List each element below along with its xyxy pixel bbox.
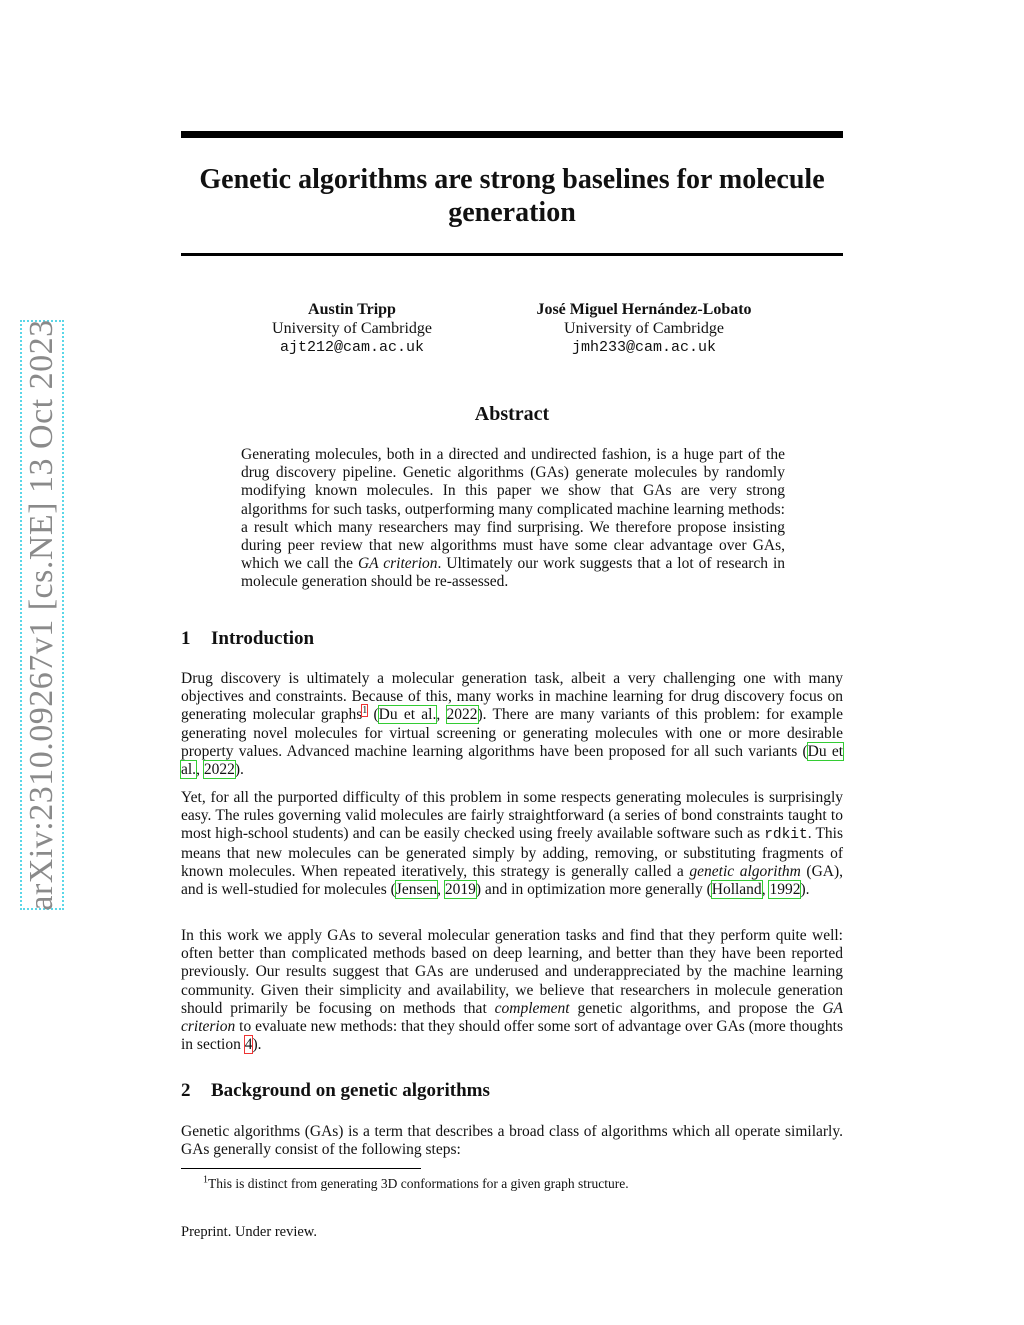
intro-paragraph-3: In this work we apply GAs to several molecular generation tasks and find that they perform quite well: often better than complicated methods based on deep learning, and better than they have been reported previously. Our results suggest that GAs are underused and underappreciated by the machine learning community. Given their simplicity and availability, we believe that researchers in molecule generation should primarily be focusing on methods that complement genetic algorithms, and propose the GA criterion to evaluate new methods: that they should offer some sort of advantage over GAs (more thoughts in section 4). <box>181 927 843 1054</box>
section-heading-introduction: 1 Introduction <box>181 628 315 649</box>
background-paragraph-1: Genetic algorithms (GAs) is a term that describes a broad class of algorithms which all operate similarly. GAs generally consist of the following steps: <box>181 1123 843 1159</box>
citation-year-link[interactable]: 2022 <box>203 761 235 779</box>
paper-title: Genetic algorithms are strong baselines for molecule generation <box>199 164 825 228</box>
author-block-1 <box>241 300 463 357</box>
citation-year-link[interactable]: 2022 <box>446 706 478 724</box>
intro-paragraph-1: Drug discovery is ultimately a molecular generation task, albeit a very challenging one with many objectives and constraints. Because of this, many works in machine learning for drug discovery focus on generating molecular graphs$^1$ (Du et al., 2022). There are many variants of this problem: for example generating novel molecules for virtual screening or generating molecules with one or more desirable property values. Advanced machine learning algorithms have been proposed for all such variants (Du et al., 2022). <box>181 670 843 779</box>
author-affiliation: University of Cambridge <box>272 320 432 337</box>
title-bottom-rule <box>181 253 843 256</box>
author-email: jmh233@cam.ac.uk <box>571 339 717 356</box>
author-email: ajt212@cam.ac.uk <box>279 339 425 356</box>
arxiv-identifier-stamp[interactable] <box>20 320 64 910</box>
citation-link[interactable]: Jensen <box>395 881 438 899</box>
section-reference-link[interactable]: 4 <box>244 1036 253 1054</box>
abstract-text: Generating molecules, both in a directed and undirected fashion, is a huge part of the drug discovery pipeline. Genetic algorithms (GAs) generate molecules by randomly modifying known molecules. In this paper we show that GAs are very strong algorithms for such tasks, outperforming many complicated machine learning methods: a result which many researchers may find surprising. We therefore propose insisting during peer review that new algorithms must have some clear advantage over GAs, which we call the GA criterion. Ultimately our work suggests that a lot of research in molecule generation should be re-assessed. <box>241 446 786 591</box>
author-block-2 <box>518 300 770 357</box>
footnote: $^1$This is distinct from generating 3D conformations for a given graph structure. <box>203 1174 629 1191</box>
preprint-notice: Preprint. Under review. <box>181 1224 317 1240</box>
section-heading-background: 2 Background on genetic algorithms <box>181 1080 490 1101</box>
citation-link[interactable]: Du et al. <box>378 706 437 724</box>
code-rdkit: rdkit <box>764 827 808 844</box>
title-top-rule <box>181 131 843 138</box>
citation-year-link[interactable]: 1992 <box>769 881 801 899</box>
citation-link[interactable]: Holland <box>711 881 762 899</box>
citation-link[interactable]: Du et al. <box>181 742 843 779</box>
ga-criterion-emphasis: GA criterion <box>357 555 438 573</box>
abstract-heading: Abstract <box>474 403 550 425</box>
author-name: José Miguel Hernández-Lobato <box>536 301 752 318</box>
footnote-link[interactable]: 1 <box>362 705 368 717</box>
author-affiliation: University of Cambridge <box>564 320 724 337</box>
citation-year-link[interactable]: 2019 <box>444 881 476 899</box>
arxiv-identifier-text: arXiv:2310.09267v1 [cs.NE] 13 Oct 2023 <box>23 319 60 911</box>
author-name: Austin Tripp <box>308 301 396 318</box>
intro-paragraph-2: Yet, for all the purported difficulty of this problem in some respects generating molecules is surprisingly easy. The rules governing valid molecules are fairly straightforward (a series of bond constraints taught to most high-school students) and can be easily checked using freely available software such as rdkit. This means that new molecules can be generated simply by adding, removing, or substituting fragments of known molecules. When repeated iteratively, this strategy is generally called a genetic algorithm (GA), and is well-studied for molecules (Jensen, 2019) and in optimization more generally (Holland, 1992). <box>181 789 844 899</box>
footnote-divider <box>181 1168 421 1169</box>
